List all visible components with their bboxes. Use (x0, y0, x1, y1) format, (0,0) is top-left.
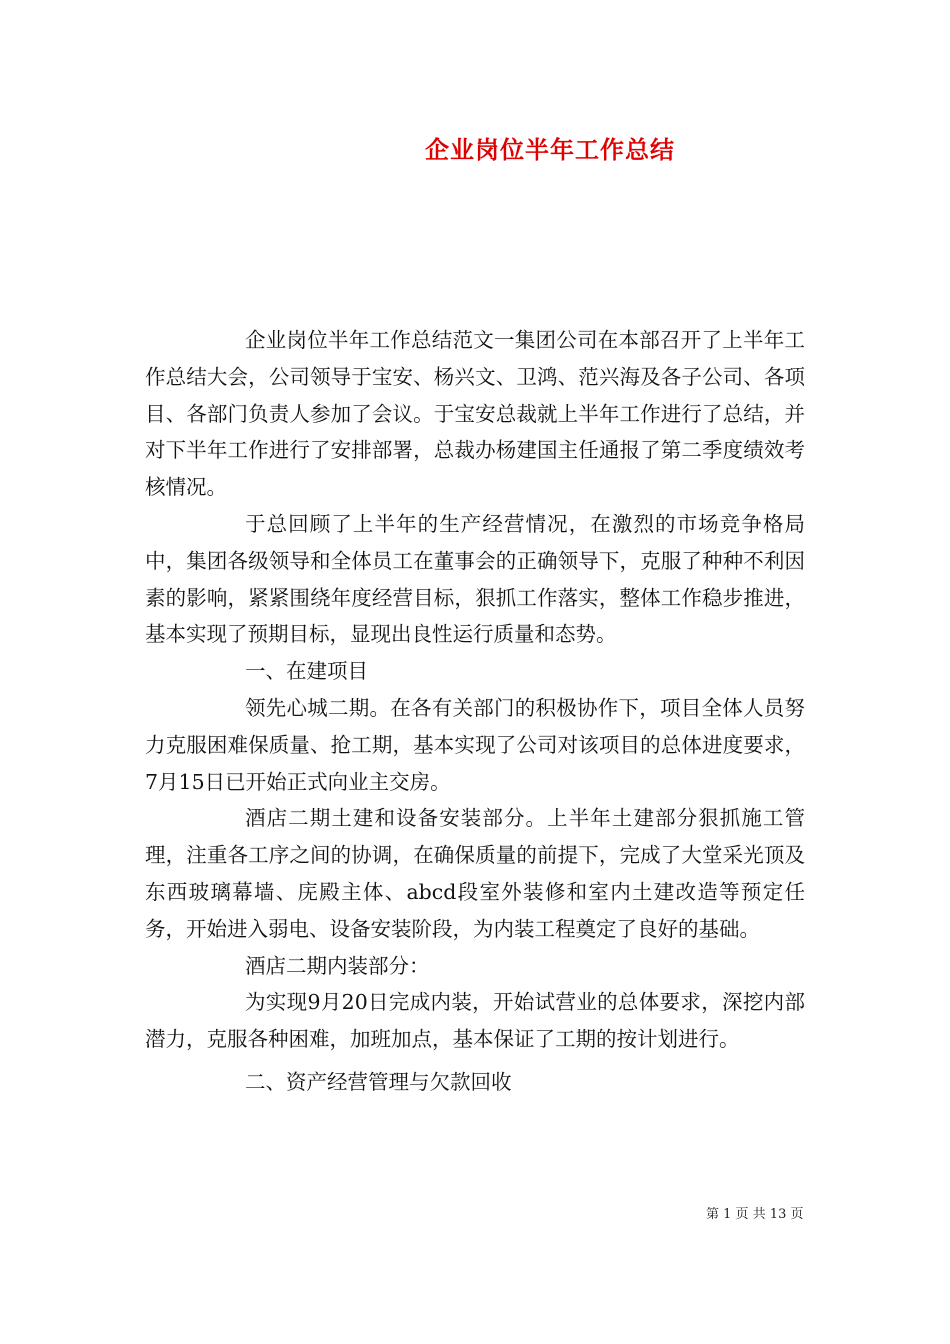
paragraph-hotel-interior: 为实现9月20日完成内装，开始试营业的总体要求，深挖内部潜力，克服各种困难，加班加点，基本保证了工期的按计划进行。 (145, 990, 805, 1052)
section-heading-assets: 二、资产经营管理与欠款回收 (245, 1069, 512, 1094)
paragraph-hotel-interior-heading: 酒店二期内装部分： (245, 953, 430, 978)
paragraph-intro: 企业岗位半年工作总结范文一集团公司在本部召开了上半年工作总结大会，公司领导于宝安、杨兴文、卫鸿、范兴海及各子公司、各项目、各部门负责人参加了会议。于宝安总裁就上半年工作进行了总结，并对下半年工作进行了安排部署，总裁办杨建国主任通报了第二季度绩效考核情况。 (145, 328, 805, 500)
page-number: 第 1 页 共 13 页 (706, 1207, 804, 1222)
document-body (145, 322, 805, 1101)
paragraph-project-phase2: 领先心城二期。在各有关部门的积极协作下，项目全体人员努力克服困难保质量、抢工期，基本实现了公司对该项目的总体进度要求，7月15日已开始正式向业主交房。 (145, 695, 805, 794)
document-title: 企业岗位半年工作总结 (425, 135, 675, 164)
paragraph-review: 于总回顾了上半年的生产经营情况，在激烈的市场竞争格局中，集团各级领导和全体员工在董事会的正确领导下，克服了种种不利因素的影响，紧紧围绕年度经营目标，狠抓工作落实，整体工作稳步推进，基本实现了预期目标，显现出良性运行质量和态势。 (145, 511, 805, 647)
section-heading-projects: 一、在建项目 (245, 659, 368, 684)
paragraph-hotel-construction: 酒店二期土建和设备安装部分。上半年土建部分狠抓施工管理，注重各工序之间的协调，在确保质量的前提下，完成了大堂采光顶及东西玻璃幕墙、庑殿主体、abcd段室外装修和室内土建改造等预定任务，开始进入弱电、设备安装阶段，为内装工程奠定了良好的基础。 (145, 806, 805, 941)
